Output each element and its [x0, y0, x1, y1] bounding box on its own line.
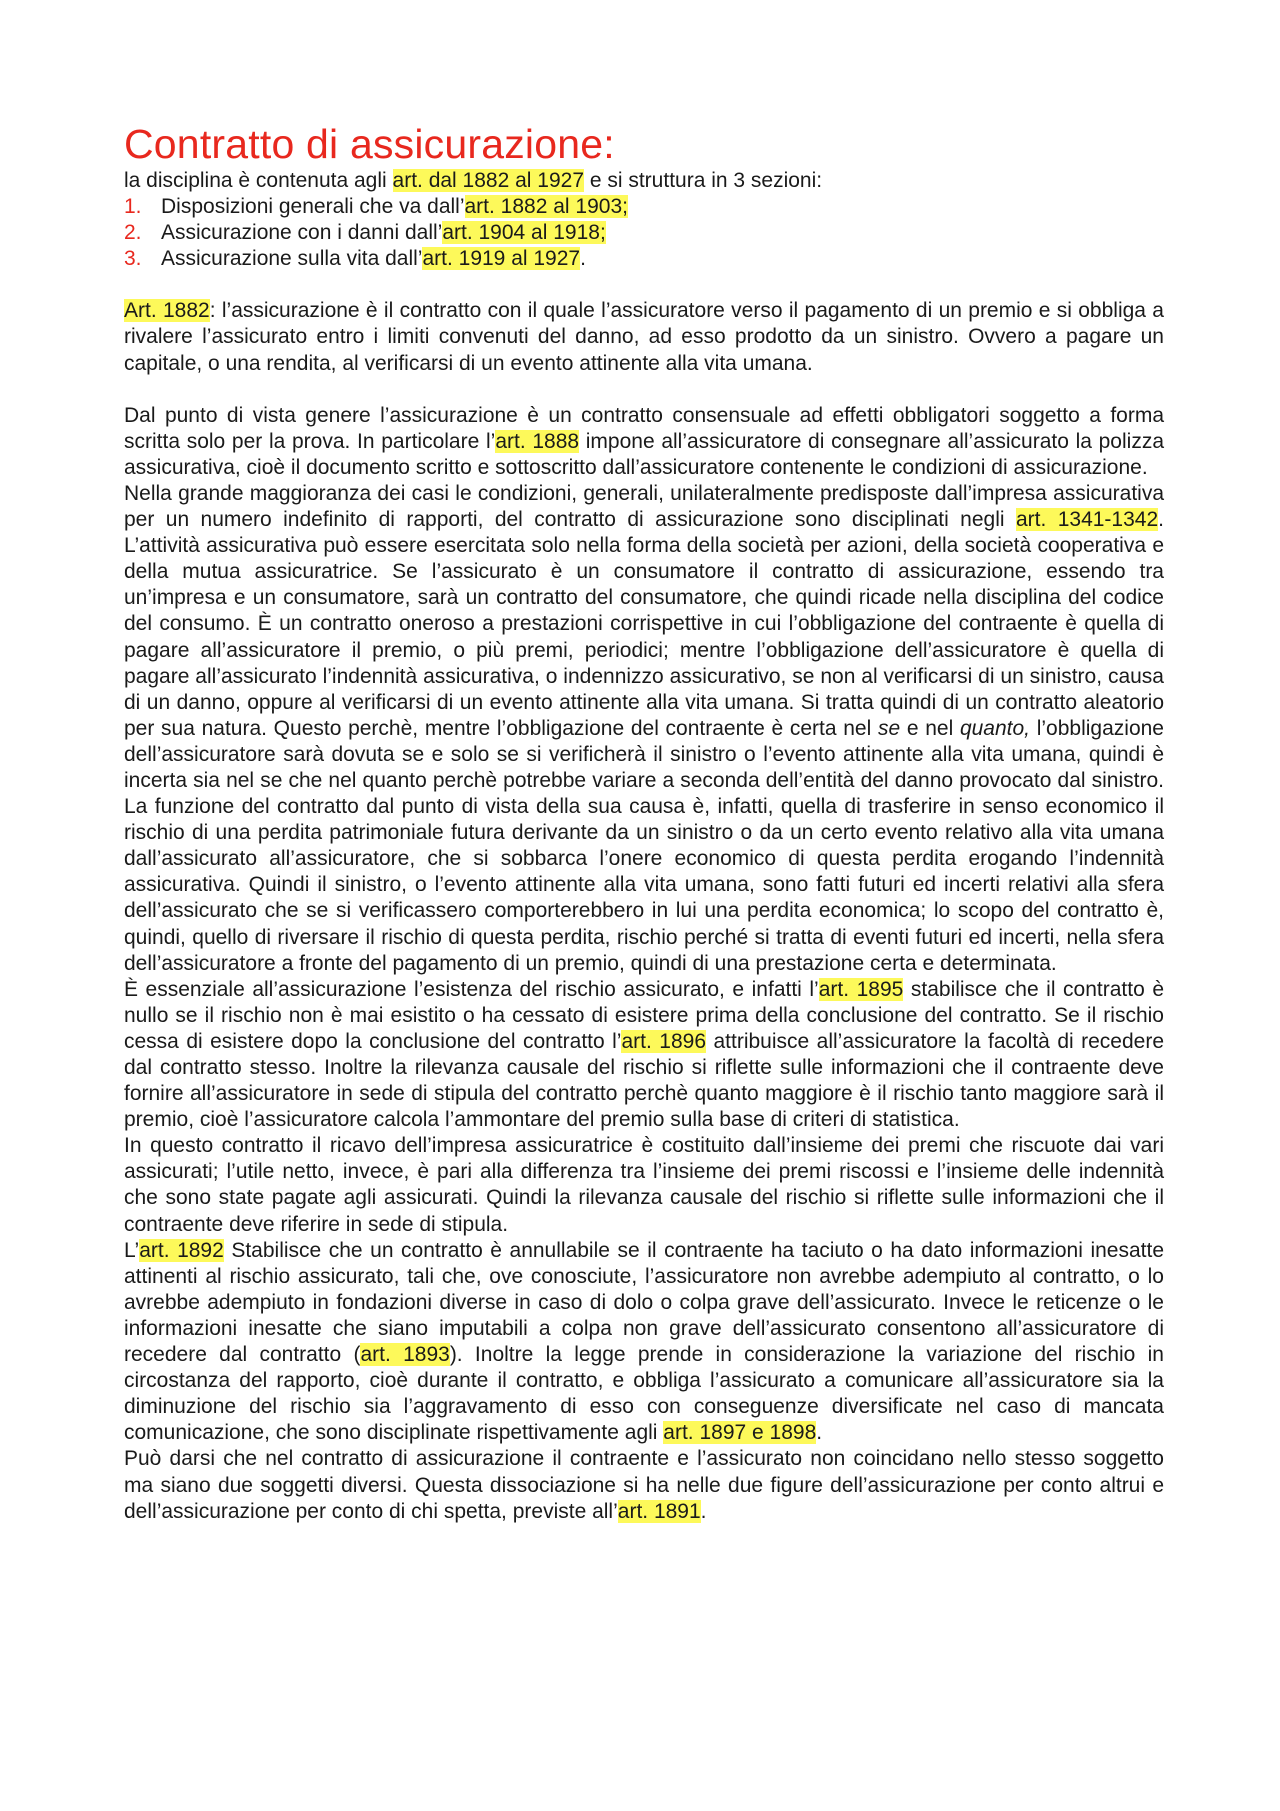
highlighted-reference: art. 1888: [495, 429, 580, 453]
list-number: 3.: [124, 247, 142, 271]
intro-line: la disciplina è contenuta agli art. dal 1882 al 1927 e si struttura in 3 sezioni:: [124, 169, 823, 192]
paragraph-definition: Art. 1882: l’assicurazione è il contratto con il quale l’assicuratore verso il pagamento di un premio e si obbliga a rivalere l’assicurato entro i limiti convenuti del danno, ad esso prodotto da un sinistro. Ovvero a pagare un capitale, o una rendita, al verificarsi di un evento attinente alla vita umana.: [124, 299, 1164, 375]
paragraph: È essenziale all’assicurazione l’esistenza del rischio assicurato, e infatti l’art. 1895 stabilisce che il contratto è nullo se il rischio non è mai esistito o ha cessato di esistere prima della conclusione del contratto. Se il rischio cessa di esistere dopo la conclusione del contratto l’art. 1896 attribuisce all’assicuratore la facoltà di recedere dal contratto stesso. Inoltre la rilevanza causale del rischio si riflette sulle informazioni che il contraente deve fornire all’assicuratore in sede di stipula del contratto perchè quanto maggiore è il rischio tanto maggiore sarà il premio, cioè l’assicuratore calcola l’ammontare del premio sulla base di criteri di statistica.: [124, 977, 1165, 1132]
list-item: 3. Assicurazione sulla vita dall’art. 1919 al 1927.: [124, 246, 1164, 272]
list-number: 1.: [124, 195, 142, 219]
document-page: [124, 122, 1164, 1525]
highlighted-reference: art. 1341-1342: [1015, 508, 1159, 532]
highlighted-reference: art. 1892: [139, 1238, 224, 1262]
sections-list: [124, 194, 1164, 272]
highlighted-reference: art. 1893: [360, 1343, 450, 1367]
highlighted-reference: Art. 1882: [124, 299, 210, 323]
list-item: 1. Disposizioni generali che va dall’art. 1882 al 1903;: [124, 194, 1164, 220]
highlighted-reference: art. 1891: [617, 1499, 701, 1523]
highlighted-reference: art. 1904 al 1918;: [442, 221, 606, 245]
list-item: 2. Assicurazione con i danni dall’art. 1904 al 1918;: [124, 220, 1164, 246]
document-title: Contratto di assicurazione:: [124, 121, 615, 167]
paragraph: Nella grande maggioranza dei casi le condizioni, generali, unilateralmente predisposte dall’impresa assicurativa per un numero indefinito di rapporti, del contratto di assicurazione sono disciplinati negli art. 1341-1342. L’attività assicurativa può essere esercitata solo nella forma della società per azioni, della società cooperativa e della mutua assicuratrice. Se l’assicurato è un consumatore il contratto di assicurazione, essendo tra un’impresa e un consumatore, sarà un contratto del consumatore, che quindi ricade nella disciplina del codice del consumo. È un contratto oneroso a prestazioni corrispettive in cui l’obbligazione del contraente è quella di pagare all’assicuratore il premio, o più premi, periodici; mentre l’obbligazione dell’assicuratore è quella di pagare all’assicurato l’indennità assicurativa, o indennizzo assicurativo, se non al verificarsi di un sinistro, causa di un danno, oppure al verificarsi di un evento attinente alla vita umana. Si tratta quindi di un contratto aleatorio per sua natura. Questo perchè, mentre l’obbligazione del contraente è certa nel se e nel quanto, l’obbligazione dell’assicuratore sarà dovuta se e solo se si verificherà il sinistro o l’evento attinente alla vita umana, quindi è incerta sia nel se che nel quanto perchè potrebbe variare a seconda dell’entità del danno provocato dal sinistro. La funzione del contratto dal punto di vista della sua causa è, infatti, quella di trasferire in senso economico il rischio di una perdita patrimoniale futura derivante da un sinistro o da un certo evento relativo alla vita umana dall’assicurato all’assicuratore, che si sobbarca l’onere economico di questa perdita erogando l’indennità assicurativa. Quindi il sinistro, o l’evento attinente alla vita umana, sono fatti futuri ed incerti relativi alla sfera dell’assicurato che se si verificassero comporterebbero in lui una perdita economica; lo scopo del contratto è, quindi, quello di riversare il rischio di questa perdita, rischio perché si tratta di eventi futuri ed incerti, nella sfera dell’assicuratore a fronte del pagamento di un premio, quindi di una prestazione certa e determinata.: [124, 481, 1164, 975]
paragraph: Può darsi che nel contratto di assicurazione il contraente e l’assicurato non coincidano nello stesso soggetto ma siano due soggetti diversi. Questa dissociazione si ha nelle due figure dell’assicurazione per conto altrui e dell’assicurazione per conto di chi spetta, previste all’art. 1891.: [124, 1447, 1164, 1523]
highlighted-reference: art. 1882 al 1903;: [464, 195, 628, 219]
paragraph: L’art. 1892 Stabilisce che un contratto è annullabile se il contraente ha taciuto o ha dato informazioni inesatte attinenti al rischio assicurato, tali che, ove conosciute, l’assicuratore non avrebbe adempiuto al contratto, o lo avrebbe adempiuto in fondazioni diverse in caso di dolo o colpa grave dell’assicurato. Invece le reticenze o le informazioni inesatte che siano imputabili a colpa non grave dell’assicurato consentono all’assicuratore di recedere dal contratto (art. 1893). Inoltre la legge prende in considerazione la variazione del rischio in circostanza del rapporto, cioè durante il contratto, e obbliga l’assicurato a comunicare all’assicuratore sia la diminuzione del rischio sia l’aggravamento di esso con conseguenze diversificate nel caso di mancata comunicazione, che sono disciplinate rispettivamente agli art. 1897 e 1898.: [124, 1238, 1164, 1445]
highlighted-reference: art. dal 1882 al 1927: [392, 169, 584, 192]
paragraph: Dal punto di vista genere l’assicurazione è un contratto consensuale ad effetti obbligatori soggetto a forma scritta solo per la prova. In particolare l’art. 1888 impone all’assicuratore di consegnare all’assicurato la polizza assicurativa, cioè il documento scritto e sottoscritto dall’assicuratore contenente le condizioni di assicurazione.: [124, 403, 1165, 479]
highlighted-reference: art. 1895: [818, 977, 904, 1001]
paragraph: In questo contratto il ricavo dell’impresa assicuratrice è costituito dall’insieme dei premi che riscuote dai vari assicurati; l’utile netto, invece, è pari alla differenza tra l’insieme dei premi riscossi e l’insieme delle indennità che sono state pagate agli assicurati. Quindi la rilevanza causale del rischio si riflette sulle informazioni che il contraente deve riferire in sede di stipula.: [124, 1134, 1164, 1236]
highlighted-reference: art. 1896: [621, 1029, 707, 1053]
list-number: 2.: [124, 221, 142, 245]
highlighted-reference: art. 1919 al 1927: [422, 247, 581, 271]
highlighted-reference: art. 1897 e 1898: [663, 1421, 817, 1445]
